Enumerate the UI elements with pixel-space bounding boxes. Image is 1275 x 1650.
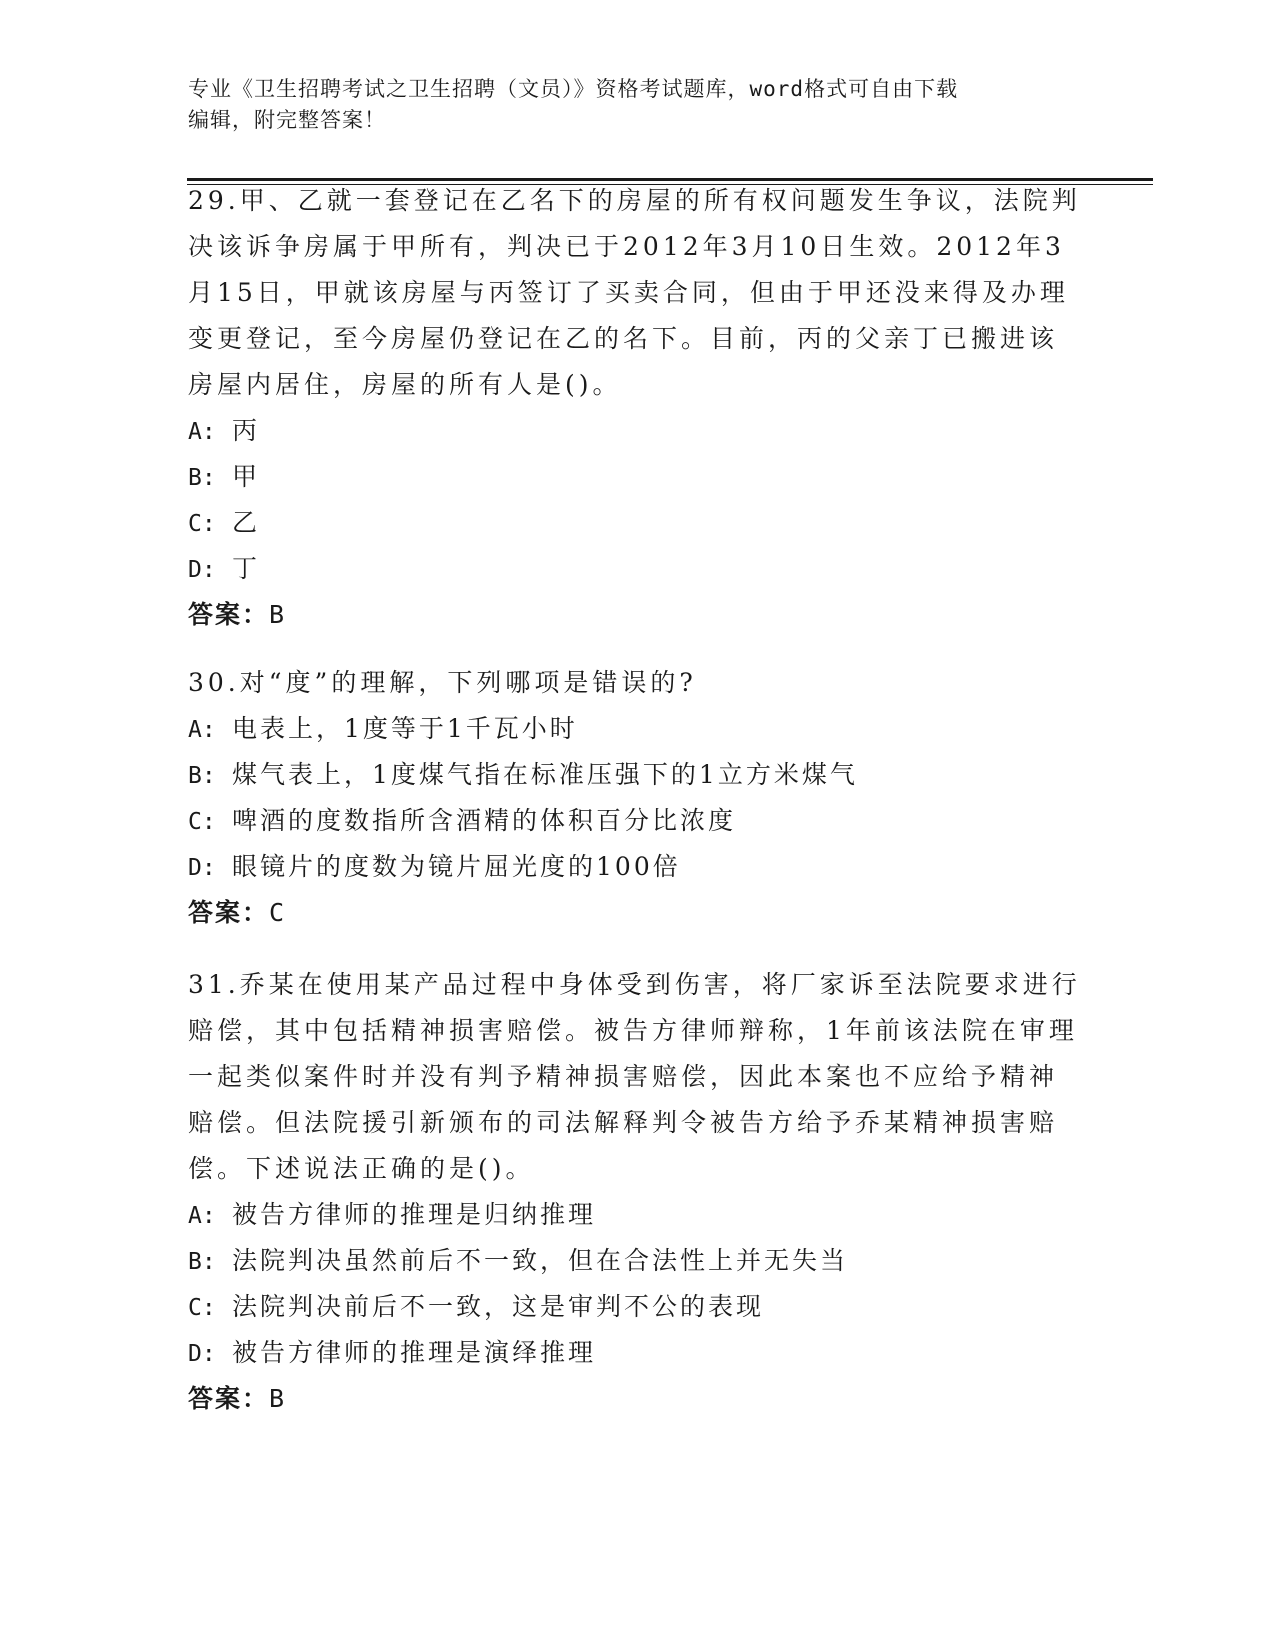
stem-line: 偿。下述说法正确的是()。 — [188, 1154, 535, 1183]
question-30 — [188, 660, 1088, 936]
stem-line: 赔偿。但法院援引新颁布的司法解释判令被告方给予乔某精神损害赔 — [188, 1108, 1059, 1137]
option-d — [188, 844, 1088, 890]
answer-value: B — [269, 600, 287, 629]
stem-line: 29.甲、乙就一套登记在乙名下的房屋的所有权问题发生争议，法院判 — [188, 186, 1081, 215]
answer — [188, 890, 1088, 936]
question-stem — [188, 178, 1088, 408]
question-stem — [188, 962, 1088, 1192]
option-b — [188, 454, 1088, 500]
option-key: B: — [188, 465, 216, 491]
answer-value: C — [269, 898, 287, 927]
stem-line: 赔偿，其中包括精神损害赔偿。被告方律师辩称，1年前该法院在审理 — [188, 1016, 1078, 1045]
option-b — [188, 752, 1088, 798]
stem-line: 变更登记，至今房屋仍登记在乙的名下。目前，丙的父亲丁已搬进该 — [188, 324, 1059, 353]
option-text: 被告方律师的推理是演绎推理 — [232, 1338, 597, 1367]
option-key: A: — [188, 1203, 216, 1229]
header-line: 编辑，附完整答案！ — [188, 108, 386, 132]
option-text: 法院判决前后不一致，这是审判不公的表现 — [232, 1292, 765, 1321]
answer-label: 答案： — [188, 898, 270, 927]
answer-value: B — [269, 1384, 287, 1413]
option-text: 丙 — [232, 416, 261, 445]
stem-line: 决该诉争房属于甲所有，判决已于2012年3月10日生效。2012年3 — [188, 232, 1065, 261]
option-text: 法院判决虽然前后不一致，但在合法性上并无失当 — [232, 1246, 849, 1275]
stem-line: 一起类似案件时并没有判予精神损害赔偿，因此本案也不应给予精神 — [188, 1062, 1059, 1091]
option-key: A: — [188, 717, 216, 743]
option-key: C: — [188, 809, 216, 835]
question-31 — [188, 962, 1088, 1422]
option-a — [188, 706, 1088, 752]
stem-line: 30.对“度”的理解，下列哪项是错误的? — [188, 668, 697, 697]
option-d — [188, 546, 1088, 592]
option-text: 乙 — [232, 508, 261, 537]
option-key: B: — [188, 1249, 216, 1275]
option-text: 被告方律师的推理是归纳推理 — [232, 1200, 597, 1229]
option-key: A: — [188, 419, 216, 445]
option-key: D: — [188, 1341, 216, 1367]
question-stem — [188, 660, 1088, 706]
option-a — [188, 1192, 1088, 1238]
option-text: 丁 — [232, 554, 261, 583]
option-key: D: — [188, 557, 216, 583]
answer-label: 答案： — [188, 1384, 270, 1413]
option-key: C: — [188, 511, 216, 537]
stem-line: 31.乔某在使用某产品过程中身体受到伤害，将厂家诉至法院要求进行 — [188, 970, 1081, 999]
option-c — [188, 798, 1088, 844]
option-text: 煤气表上，1度煤气指在标准压强下的1立方米煤气 — [232, 760, 858, 789]
stem-line: 月15日，甲就该房屋与丙签订了买卖合同，但由于甲还没来得及办理 — [188, 278, 1069, 307]
option-b — [188, 1238, 1088, 1284]
answer-label: 答案： — [188, 600, 270, 629]
option-text: 啤酒的度数指所含酒精的体积百分比浓度 — [232, 806, 737, 835]
option-key: D: — [188, 855, 216, 881]
option-key: B: — [188, 763, 216, 789]
document-header — [188, 74, 1088, 136]
option-c — [188, 1284, 1088, 1330]
question-29 — [188, 178, 1088, 638]
answer — [188, 592, 1088, 638]
option-text: 电表上，1度等于1千瓦小时 — [232, 714, 578, 743]
answer — [188, 1376, 1088, 1422]
option-d — [188, 1330, 1088, 1376]
option-text: 甲 — [232, 462, 261, 491]
option-a — [188, 408, 1088, 454]
stem-line: 房屋内居住，房屋的所有人是()。 — [188, 370, 622, 399]
header-line: 专业《卫生招聘考试之卫生招聘（文员）》资格考试题库，word格式可自由下载 — [188, 77, 959, 101]
option-text: 眼镜片的度数为镜片屈光度的100倍 — [232, 852, 681, 881]
option-key: C: — [188, 1295, 216, 1321]
option-c — [188, 500, 1088, 546]
